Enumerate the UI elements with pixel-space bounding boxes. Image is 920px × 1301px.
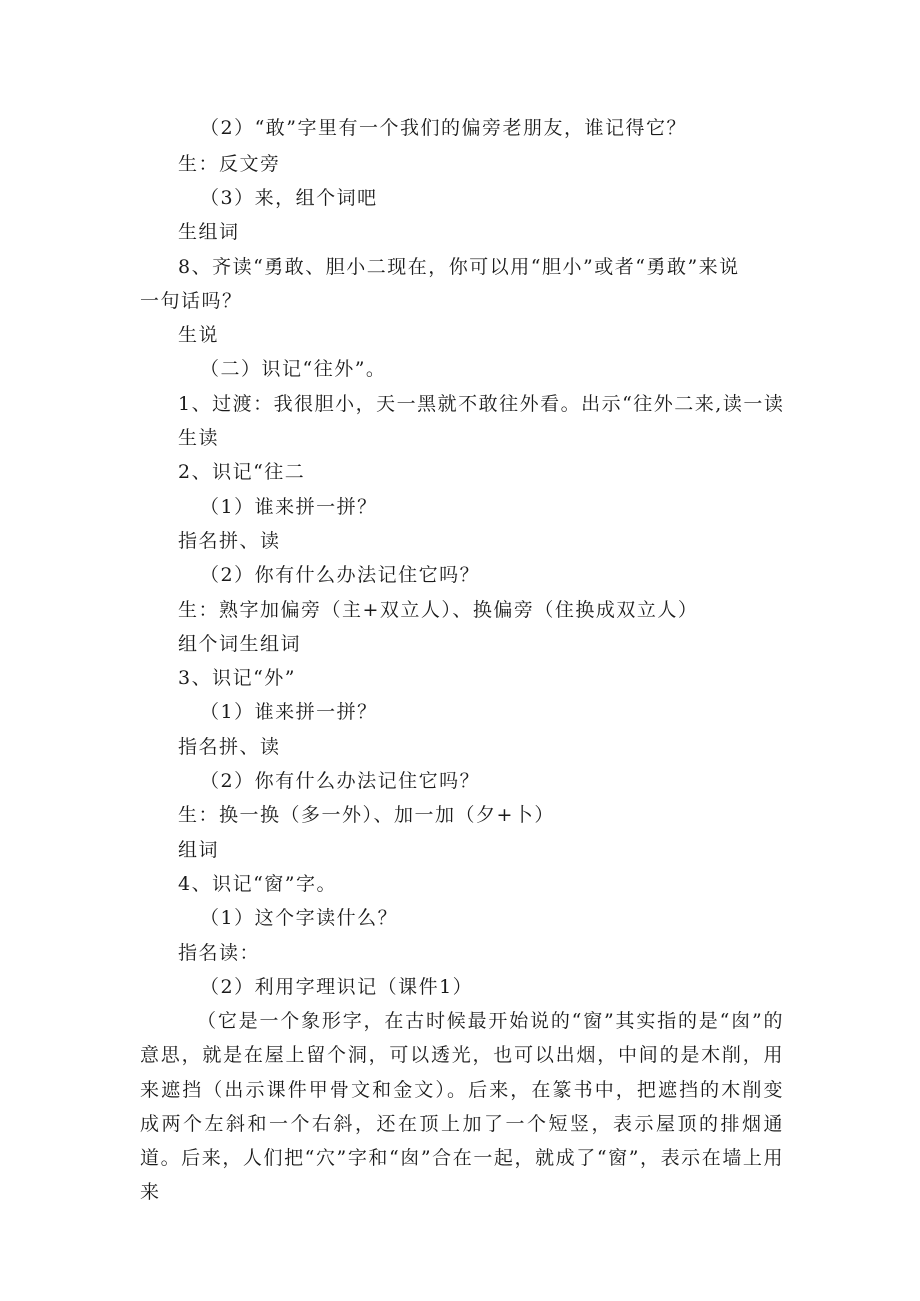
text-line: （2）利用字理识记（课件1）	[200, 976, 474, 998]
text-line: 组个词生组词	[178, 633, 302, 655]
text-line: 4、识记“窗”字。	[178, 873, 338, 895]
text-line: （2）你有什么办法记住它吗？	[200, 564, 481, 586]
text-line: 3、识记“外”	[178, 667, 297, 689]
text-line: （3）来，组个词吧	[200, 187, 378, 209]
text-line: 生：熟字加偏旁（主+双立人）、换偏旁（住换成双立人）	[178, 599, 699, 621]
text-line: 生组词	[178, 221, 240, 243]
text-line: 指名拼、读	[178, 530, 281, 552]
explanation-paragraph: （它是一个象形字，在古时候最开始说的“窗”其实指的是“囱”的意思，就是在屋上留个洞，可以透光，也可以出烟，中间的是木削，用来遮挡（出示课件甲骨文和金文）。后来，在篆书中，把遮挡的木削变成两个左斜和一个右斜，还在顶上加了一个短竖，表示屋顶的排烟通道。后来，人们把“穴”字和“囱”合在一起，就成了“窗”，表示在墙上用来	[140, 1010, 784, 1204]
text-line: 指名拼、读	[178, 736, 281, 758]
section-heading: （二）识记“往外”。	[200, 358, 387, 380]
text-line: 指名读：	[178, 942, 261, 964]
text-line: （1）这个字读什么？	[200, 907, 399, 929]
text-line: 1、过渡：我很胆小，天一黑就不敢往外看。出示“往外二来,读一读	[178, 393, 785, 415]
text-line: （1）谁来拼一拼？	[200, 701, 378, 723]
text-line: 生说	[178, 324, 220, 346]
text-line: 2、识记“往二	[178, 461, 306, 483]
text-line: （1）谁来拼一拼？	[200, 496, 378, 518]
text-line: 生：反文旁	[178, 153, 281, 175]
text-line: 一句话吗？	[140, 290, 243, 312]
text-line: 生：换一换（多一外）、加一加（夕+卜）	[178, 804, 555, 826]
text-line: 生读	[178, 427, 220, 449]
text-line: 8、齐读“勇敢、胆小二现在，你可以用“胆小”或者“勇敢”来说	[178, 256, 740, 278]
text-line: （2）你有什么办法记住它吗？	[200, 770, 481, 792]
text-line: （2）“敢”字里有一个我们的偏旁老朋友，谁记得它？	[200, 117, 688, 139]
text-line: 组词	[178, 839, 220, 861]
